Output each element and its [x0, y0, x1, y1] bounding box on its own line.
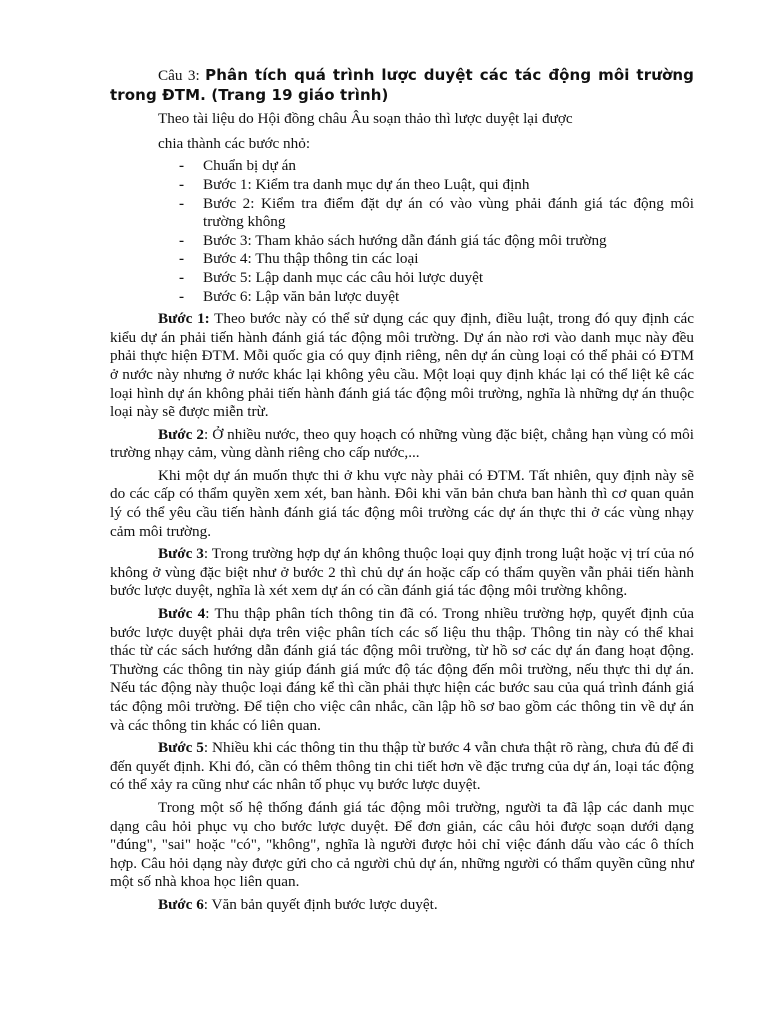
list-item	[110, 157, 694, 176]
list-item	[110, 232, 694, 251]
paragraph-text: : Trong trường hợp dự án không thuộc loại quy định trong luật hoặc vị trí của nó không ở vùng đặc biệt như ở bước 2 thì chủ dự án hoặc cấp có thẩm quyền vẫn phải tiến hành bước lược duyệt, nghĩa là xét xem dự án có cần đánh giá tác động môi trường không.	[110, 545, 694, 600]
intro-line-2: chia thành các bước nhỏ:	[158, 134, 311, 152]
list-item-text: Bước 5: Lập danh mục các câu hỏi lược duyệt	[203, 268, 484, 286]
step-lead: Bước 2	[158, 425, 204, 443]
paragraph-step-3	[110, 545, 694, 601]
list-item-text: Bước 6: Lập văn bản lược duyệt	[203, 287, 400, 305]
bullet-dash: -	[179, 175, 185, 193]
list-item-text: Bước 2: Kiểm tra điểm đặt dự án có vào vùng phải đánh giá tác động môi trường không	[203, 194, 694, 231]
list-item-text: Chuẩn bị dự án	[203, 157, 297, 175]
bullet-dash: -	[179, 194, 185, 212]
question-heading	[110, 66, 694, 105]
paragraph-step-1	[110, 310, 694, 422]
paragraph-step-6	[110, 896, 694, 915]
paragraph-text: : Nhiều khi các thông tin thu thập từ bước 4 vẫn chưa thật rõ ràng, chưa đủ để đi đến quyết định. Khi đó, cần có thêm thông tin chi tiết hơn về đặc trưng của dự án, loại tác động có thể xảy ra cũng như các nhân tố phục vụ bước lược duyệt.	[110, 739, 694, 794]
step-lead: Bước 6	[158, 895, 204, 913]
bullet-dash: -	[179, 250, 185, 268]
list-item-text: Bước 1: Kiểm tra danh mục dự án theo Luật, qui định	[203, 175, 530, 193]
question-title: Phân tích quá trình lược duyệt các tác động môi trường trong ĐTM. (Trang 19 giáo trình)	[110, 66, 694, 104]
bullet-dash: -	[179, 268, 185, 286]
steps-list	[110, 157, 694, 306]
question-label: Câu 3:	[158, 67, 206, 84]
list-item-text: Bước 4: Thu thập thông tin các loại	[203, 250, 419, 268]
step-lead: Bước 1:	[158, 310, 210, 328]
paragraph-text: Trong một số hệ thống đánh giá tác động môi trường, người ta đã lập các danh mục dạng câu hỏi phục vụ cho bước lược duyệt. Để đơn giản, các câu hỏi được soạn dưới dạng "đúng", "sai" hoặc "có", "không", nghĩa là người được hỏi chỉ việc đánh dấu vào các ô thích hợp. Câu hỏi dạng này được gửi cho cả người chủ dự án, những người có thẩm quyền cũng như một số nhà khoa học liên quan.	[110, 798, 694, 891]
step-lead: Bước 4	[158, 605, 206, 623]
step-lead: Bước 3	[158, 545, 204, 563]
list-item-text: Bước 3: Tham khảo sách hướng dẫn đánh giá tác động môi trường	[203, 231, 607, 249]
paragraph-step-5-cont	[110, 799, 694, 892]
step-lead: Bước 5	[158, 739, 204, 757]
paragraph-step-2	[110, 426, 694, 463]
paragraph-text: : Thu thập phân tích thông tin đã có. Trong nhiều trường hợp, quyết định của bước lược duyệt phải dựa trên việc phân tích các số liệu thu thập. Thông tin này có thể khai thác từ các sách hướng dẫn đánh giá tác động môi trường, từ hồ sơ các dự án đang hoạt động. Thường các thông tin này giúp đánh giá mức độ tác động đến môi trường, nếu thực thi dự án. Nếu tác động này thuộc loại đáng kể thì cần phải thực hiện các bước sau của quá trình đánh giá tác động môi trường. Để tiện cho việc cân nhắc, cần lập hồ sơ bao gồm các thông tin về dự án và các thông tin khác có liên quan.	[110, 605, 694, 734]
list-item	[110, 176, 694, 195]
paragraph-text: Theo bước này có thể sử dụng các quy định, điều luật, trong đó quy định các kiểu dự án phải tiến hành đánh giá tác động môi trường. Dự án nào rơi vào danh mục này đều phải thực hiện ĐTM. Mỗi quốc gia có quy định riêng, nên dự án cùng loại có thể phải có ĐTM ở nước này nhưng ở nước khác lại không yêu cầu. Một loại quy định khác lại có thể liệt kê các loại hình dự án không phải tiến hành đánh giá tác động môi trường, nghĩa là những dự án thuộc loại này sẽ được miễn trừ.	[110, 310, 694, 421]
list-item	[110, 269, 694, 288]
paragraph-step-5	[110, 739, 694, 795]
list-item	[110, 195, 694, 232]
paragraph-step-4	[110, 605, 694, 735]
paragraph-text: : Văn bản quyết định bước lược duyệt.	[203, 895, 438, 913]
list-item	[110, 288, 694, 307]
bullet-dash: -	[179, 231, 185, 249]
bullet-dash: -	[179, 287, 185, 305]
bullet-dash: -	[179, 157, 185, 175]
paragraph-step-2-cont	[110, 467, 694, 541]
intro-line-1: Theo tài liệu do Hội đồng châu Âu soạn thảo thì lược duyệt lại được	[158, 110, 573, 128]
paragraph-text: Khi một dự án muốn thực thi ở khu vực này phải có ĐTM. Tất nhiên, quy định này sẽ do các cấp có thẩm quyền xem xét, ban hành. Đôi khi văn bản chưa ban hành thì cơ quan quản lý có thể yêu cầu tiến hành đánh giá tác động môi trường các dự án thực thi ở các vùng nhạy cảm môi trường.	[110, 466, 694, 540]
document-page	[110, 66, 694, 919]
list-item	[110, 250, 694, 269]
paragraph-text: : Ở nhiều nước, theo quy hoạch có những vùng đặc biệt, chẳng hạn vùng có môi trường nhạy cảm, vùng dành riêng cho cấp nước,...	[110, 425, 694, 462]
